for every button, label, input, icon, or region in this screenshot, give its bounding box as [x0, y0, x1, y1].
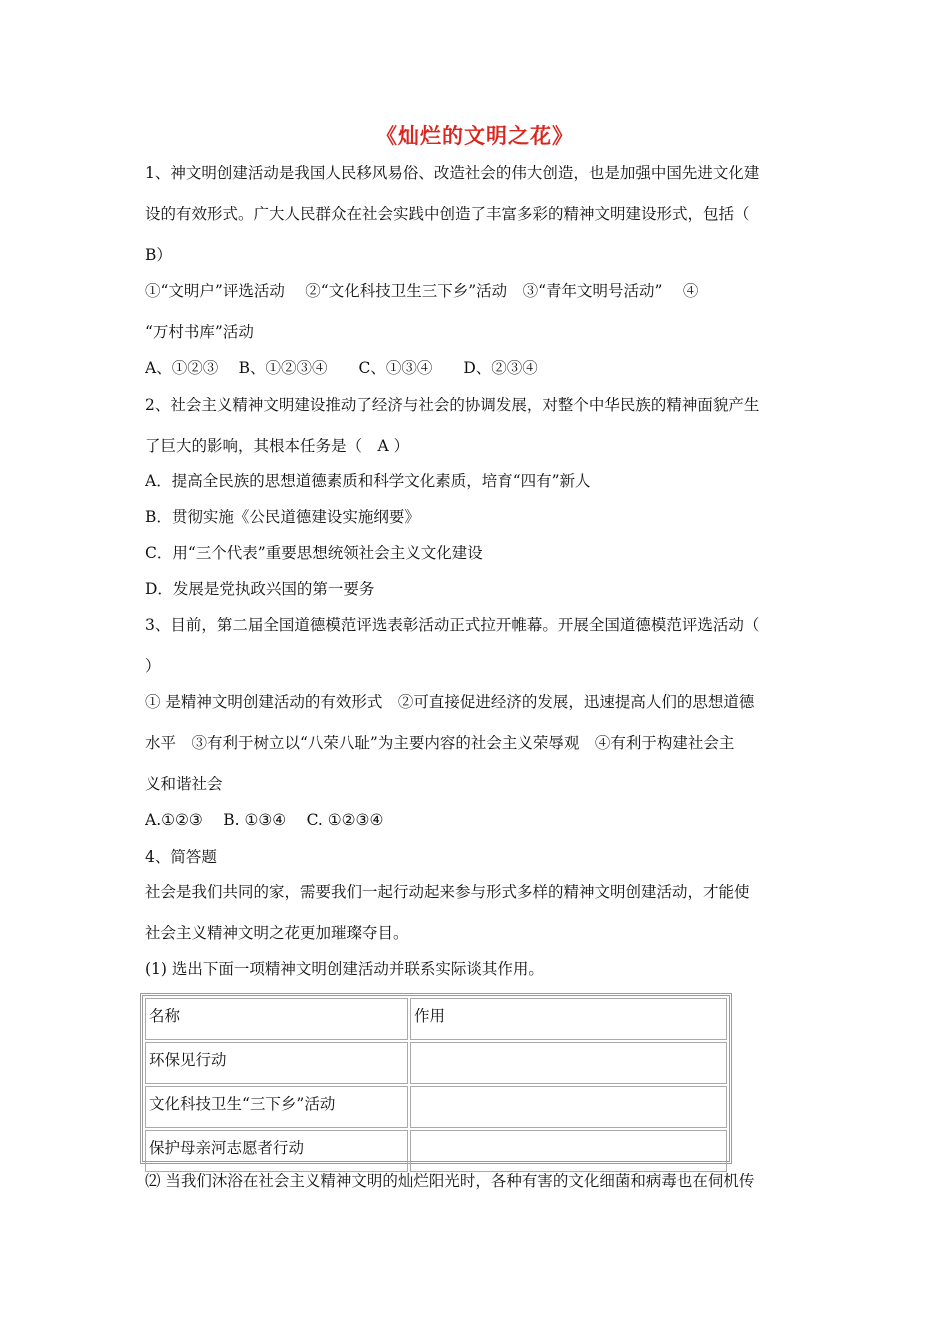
- question-3-options: A.①②③ B. ①③④ C. ①②③④: [145, 811, 384, 829]
- question-3-line-1: 3、目前，第二届全国道德模范评选表彰活动正式拉开帷幕。开展全国道德模范评选活动（: [145, 616, 760, 634]
- question-1-line-3: B）: [145, 246, 172, 264]
- question-2-option-d: D．发展是党执政兴国的第一要务: [145, 580, 375, 598]
- table-cell-name: 文化科技卫生“三下乡”活动: [145, 1086, 408, 1128]
- question-2-line-1: 2、社会主义精神文明建设推动了经济与社会的协调发展，对整个中华民族的精神面貌产生: [145, 396, 760, 414]
- table-cell-effect: [410, 1042, 727, 1084]
- question-3-line-5: 义和谐社会: [145, 775, 223, 793]
- question-3-line-3: ① 是精神文明创建活动的有效形式 ②可直接促进经济的发展，迅速提高人们的思想道德: [145, 693, 755, 711]
- question-2-option-a: A．提高全民族的思想道德素质和科学文化素质，培育“四有”新人: [145, 472, 591, 490]
- table-cell-name: 环保见行动: [145, 1042, 408, 1084]
- table-row: [145, 1042, 727, 1084]
- question-1-line-1: 1、神文明创建活动是我国人民移风易俗、改造社会的伟大创造，也是加强中国先进文化建: [145, 164, 760, 182]
- question-4-heading: 4、简答题: [145, 848, 217, 866]
- question-4-sub-2: ⑵ 当我们沐浴在社会主义精神文明的灿烂阳光时，各种有害的文化细菌和病毒也在伺机传: [145, 1172, 755, 1190]
- table-row: [145, 1086, 727, 1128]
- question-2-line-2: 了巨大的影响，其根本任务是（ A ）: [145, 437, 410, 455]
- activity-table: [140, 993, 732, 1164]
- table-header-row: [145, 998, 727, 1040]
- question-1-line-5: “万村书库”活动: [145, 323, 254, 341]
- page-title: 《灿烂的文明之花》: [376, 123, 574, 148]
- table-cell-name: 保护母亲河志愿者行动: [145, 1130, 408, 1172]
- table-cell-effect: [410, 1130, 727, 1172]
- table-row: [145, 1130, 727, 1172]
- question-1-line-2: 设的有效形式。广大人民群众在社会实践中创造了丰富多彩的精神文明建设形式，包括（: [145, 205, 750, 223]
- table-cell-effect: [410, 1086, 727, 1128]
- table-header-name: 名称: [145, 998, 408, 1040]
- question-4-line-2: 社会主义精神文明之花更加璀璨夺目。: [145, 924, 409, 942]
- question-4-line-1: 社会是我们共同的家，需要我们一起行动起来参与形式多样的精神文明创建活动，才能使: [145, 883, 750, 901]
- question-3-line-2: ）: [145, 657, 161, 675]
- question-3-line-4: 水平 ③有利于树立以“八荣八耻”为主要内容的社会主义荣辱观 ④有利于构建社会主: [145, 734, 735, 752]
- question-2-option-b: B．贯彻实施《公民道德建设实施纲要》: [145, 508, 420, 526]
- question-4-sub-1: (1) 选出下面一项精神文明创建活动并联系实际谈其作用。: [145, 960, 544, 978]
- question-1-options: A、①②③ B、①②③④ C、①③④ D、②③④: [145, 359, 538, 377]
- question-2-option-c: C．用“三个代表”重要思想统领社会主义文化建设: [145, 544, 483, 562]
- question-1-line-4: ①“文明户”评选活动 ②“文化科技卫生三下乡”活动 ③“青年文明号活动” ④: [145, 282, 699, 300]
- table-header-effect: 作用: [410, 998, 727, 1040]
